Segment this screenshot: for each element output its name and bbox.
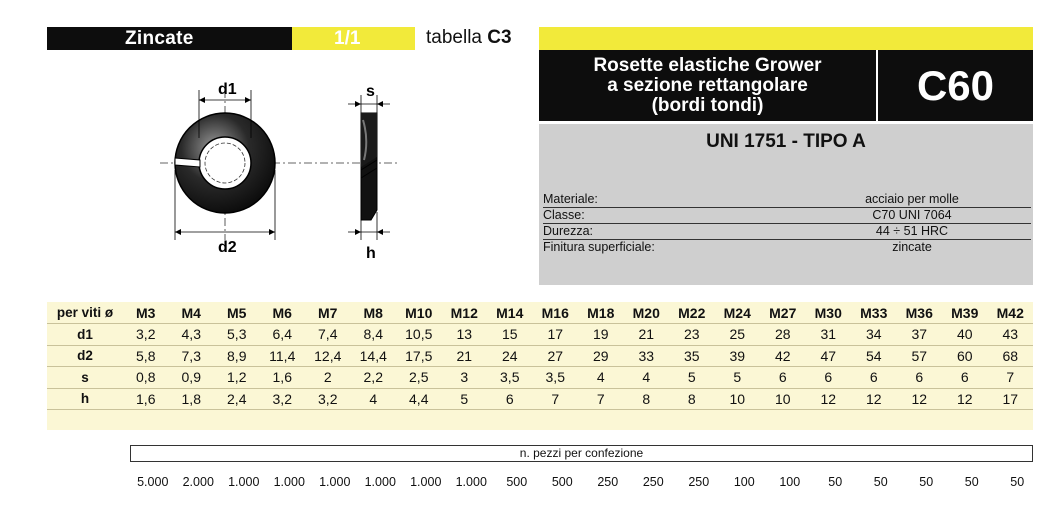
screw-size-header: M24 [723,304,751,321]
table-cell: 4,3 [181,326,201,343]
property-key: Materiale: [543,192,598,206]
row-label: h [80,391,90,407]
screw-size-header: M16 [541,304,569,321]
header-strip-yellow-right [539,27,1033,50]
packaging-quantity: 2.000 [182,475,214,489]
table-cell: 13 [456,326,473,343]
d1-dimension-label: d1 [218,81,237,98]
table-cell: 34 [865,326,882,343]
table-cell: 8 [687,390,696,407]
washer-front-view [175,113,275,213]
table-cell: 27 [547,347,564,364]
table-cell: 10 [729,390,746,407]
property-key: Finitura superficiale: [543,240,655,254]
table-cell: 12 [911,390,928,407]
packaging-quantity: 1.000 [228,475,260,489]
table-cell: 17 [1002,390,1019,407]
title-line-1: Rosette elastiche Grower [593,54,822,76]
packaging-quantity: 1.000 [364,475,396,489]
screw-size-header: M6 [272,304,292,321]
packaging-quantity: 250 [688,475,710,489]
table-cell: 5,3 [227,326,247,343]
table-cell: 8,4 [363,326,383,343]
packaging-quantity: 500 [506,475,528,489]
table-cell: 42 [774,347,791,364]
packaging-quantity: 100 [733,475,755,489]
packaging-quantity: 5.000 [137,475,169,489]
packaging-quantity: 500 [551,475,573,489]
packaging-row [130,475,1040,489]
screw-size-header: M10 [405,304,433,321]
table-header-row [47,302,1033,324]
packaging-quantity: 250 [597,475,619,489]
table-cell: 1,8 [181,390,201,407]
table-cell: 33 [638,347,655,364]
sheet-number: 1/1 [334,28,361,49]
property-value: C70 UNI 7064 [872,208,952,222]
table-cell: 6 [824,369,833,386]
table-cell: 12 [956,390,973,407]
series-label: Zincate [125,28,194,49]
table-cell: 2,5 [409,369,429,386]
table-cell: 19 [592,326,609,343]
table-prefix: tabella [426,27,488,48]
packaging-quantity: 50 [964,475,979,489]
properties-list [543,192,1031,255]
table-cell: 21 [456,347,473,364]
table-cell: 39 [729,347,746,364]
table-cell: 0,8 [136,369,156,386]
product-title [539,50,876,121]
packaging-label: n. pezzi per confezione [130,445,1033,462]
row-label: d2 [77,348,93,364]
table-cell: 12,4 [314,347,342,364]
property-key: Classe: [543,208,585,222]
screw-size-header: M18 [587,304,615,321]
table-cell: 68 [1002,347,1019,364]
table-cell: 47 [820,347,837,364]
screw-size-header: M39 [951,304,979,321]
screw-size-header: M5 [227,304,247,321]
table-cell: 4 [596,369,605,386]
screw-size-header: M12 [450,304,478,321]
table-cell: 6 [869,369,878,386]
packaging-quantity: 50 [1010,475,1025,489]
table-cell: 3,5 [500,369,520,386]
table-cell: 7,3 [181,347,201,364]
table-row [47,367,1033,389]
table-cell: 12 [865,390,882,407]
table-cell: 57 [911,347,928,364]
table-cell: 23 [683,326,700,343]
table-cell: 3,2 [272,390,292,407]
table-row [47,388,1033,410]
table-cell: 3,2 [136,326,156,343]
table-cell: 4 [642,369,651,386]
screw-size-header: M33 [860,304,888,321]
s-dimension-label: s [366,83,375,100]
screw-size-header: M42 [996,304,1024,321]
table-cell: 25 [729,326,746,343]
table-cell: 6 [960,369,969,386]
table-cell: 4 [369,390,378,407]
screw-size-header: M14 [496,304,524,321]
table-cell: 54 [865,347,882,364]
header-label: per viti ø [56,305,114,321]
table-cell: 6 [778,369,787,386]
table-cell: 7,4 [318,326,338,343]
property-value: zincate [892,240,932,254]
table-cell: 3,5 [545,369,565,386]
table-cell: 10,5 [405,326,433,343]
property-row [543,208,1031,224]
screw-size-header: M30 [814,304,842,321]
packaging-quantity: 1.000 [273,475,305,489]
table-cell: 2 [323,369,332,386]
table-cell: 6 [505,390,514,407]
table-cell: 12 [820,390,837,407]
table-cell: 17 [547,326,564,343]
packaging-quantity: 1.000 [410,475,442,489]
property-row [543,240,1031,255]
property-key: Durezza: [543,224,594,238]
product-code: C60 [878,50,1033,121]
table-cell: 5 [687,369,696,386]
title-line-2: a sezione rettangolare [607,74,808,96]
table-cell: 24 [501,347,518,364]
table-cell: 1,6 [136,390,156,407]
h-dimension-label: h [366,245,376,262]
washer-side-view [361,113,377,220]
table-row [47,345,1033,367]
table-cell: 60 [956,347,973,364]
table-cell: 1,2 [227,369,247,386]
screw-size-header: M3 [136,304,156,321]
table-label [426,27,512,49]
table-cell: 5 [733,369,742,386]
table-cell: 1,6 [272,369,292,386]
table-cell: 7 [551,390,560,407]
table-code: C3 [487,27,512,48]
title-line-3: (bordi tondi) [651,94,764,116]
table-cell: 17,5 [405,347,433,364]
table-cell: 7 [1006,369,1015,386]
table-cell: 21 [638,326,655,343]
table-cell: 2,2 [363,369,383,386]
table-cell: 11,4 [269,347,296,364]
table-cell: 4,4 [409,390,429,407]
table-cell: 7 [596,390,605,407]
table-cell: 37 [911,326,928,343]
packaging-quantity: 50 [919,475,934,489]
packaging-quantity: 50 [828,475,843,489]
table-cell: 8,9 [227,347,247,364]
packaging-quantity: 50 [873,475,888,489]
screw-size-header: M20 [632,304,660,321]
packaging-quantity: 1.000 [319,475,351,489]
table-row [47,324,1033,346]
screw-size-header: M4 [181,304,201,321]
packaging-quantity: 1.000 [455,475,487,489]
table-cell: 10 [774,390,791,407]
table-cell: 28 [774,326,791,343]
packaging-quantity: 100 [779,475,801,489]
table-cell: 5 [460,390,469,407]
table-cell: 8 [642,390,651,407]
table-cell: 5,8 [136,347,156,364]
table-cell: 43 [1002,326,1019,343]
table-cell: 35 [683,347,700,364]
screw-size-header: M36 [905,304,933,321]
property-value: 44 ÷ 51 HRC [875,224,949,238]
table-cell: 2,4 [227,390,247,407]
property-row [543,192,1031,208]
table-cell: 29 [592,347,609,364]
table-cell: 31 [820,326,837,343]
packaging-quantity: 250 [642,475,664,489]
property-row [543,224,1031,240]
table-cell: 15 [501,326,518,343]
table-cell: 3 [460,369,469,386]
row-label: s [81,369,89,385]
screw-size-header: M7 [318,304,338,321]
table-cell: 14,4 [359,347,387,364]
washer-drawing [150,70,410,270]
screw-size-header: M8 [363,304,383,321]
d2-dimension-label: d2 [218,239,237,256]
dimension-table [47,302,1033,410]
table-cell: 6 [915,369,924,386]
screw-size-header: M22 [678,304,706,321]
table-cell: 3,2 [318,390,338,407]
row-label: d1 [77,326,93,342]
standard-title: UNI 1751 - TIPO A [706,131,866,152]
table-cell: 6,4 [272,326,292,343]
screw-size-header: M27 [769,304,797,321]
table-cell: 0,9 [181,369,201,386]
table-cell: 40 [956,326,973,343]
property-value: acciaio per molle [865,192,959,206]
